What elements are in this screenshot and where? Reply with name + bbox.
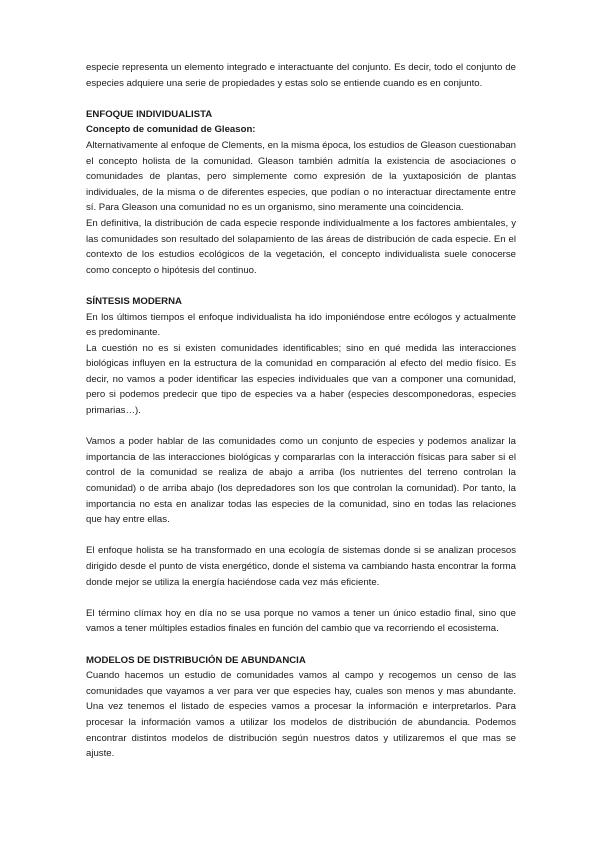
spacer <box>86 528 516 544</box>
paragraph-climax: El término clímax hoy en día no se usa porque no vamos a tener un único estadio final, sino que vamos a tener múltiples estadios finales en función del cambio que va recorriendo el ecosistema. <box>86 607 516 635</box>
spacer <box>86 419 516 435</box>
section-heading-modelos-distribucion: MODELOS DE DISTRIBUCIÓN DE ABUNDANCIA <box>86 654 306 666</box>
document-page <box>86 60 516 762</box>
section-heading-enfoque-individualista: ENFOQUE INDIVIDUALISTA <box>86 108 213 120</box>
paragraph-definitiva: En definitiva, la distribución de cada especie responde individualmente a los factores ambientales, y las comunidades son resultado del solapamiento de las áreas de distribución de cada especie. En el contexto de los estudios ecológicos de la vegetación, el concepto individualista suele conocerse como concepto o hipótesis del continuo. <box>86 217 516 276</box>
section-heading-sintesis-moderna: SÍNTESIS MODERNA <box>86 295 182 307</box>
spacer <box>86 278 516 294</box>
paragraph-cuestion: La cuestión no es si existen comunidades identificables; sino en qué medida las interacciones biológicas influyen en la estructura de la comunidad en comparación al efecto del medio físico. Es decir, no vamos a poder identificar las especies individuales que van a componer una comunidad, pero si podemos predecir que tipo de especies va a haber (especies descomponedoras, especies primarias…). <box>86 342 516 417</box>
spacer <box>86 637 516 653</box>
spacer <box>86 590 516 606</box>
intro-paragraph: especie representa un elemento integrado e interactuante del conjunto. Es decir, todo el conjunto de especies adquiere una serie de propiedades y estas solo se entiende cuando es en conjunto. <box>86 62 516 89</box>
paragraph-ultimos-tiempos: En los últimos tiempos el enfoque individualista ha ido imponiéndose entre ecólogos y actualmente es predominante. <box>86 311 516 339</box>
paragraph-estudio-comunidades: Cuando hacemos un estudio de comunidades vamos al campo y recogemos un censo de las comunidades que vayamos a ver para ver que especies hay, cuales son menos y mas abundante. Una vez tenemos el listado de especies vamos a procesar la información e interpretarlos. Para procesar la información vamos a utilizar los modelos de distribución de abundancia. Podemos encontrar distintos modelos de distribución según nuestros datos y utilizaremos el que mas se ajuste. <box>86 670 516 760</box>
paragraph-comunidades: Vamos a poder hablar de las comunidades como un conjunto de especies y podemos analizar la importancia de las interacciones biológicas y compararlas con la interacción físicas para saber si el control de la comunidad se realiza de abajo a arriba (los nutrientes del terreno controlan la comunidad) o de arriba abajo (los depredadores son los que controlan la comunidad). Por tanto, la importancia no esta en analizar todas las especies de la comunidad, sino en todas las relaciones que hay entre ellas. <box>86 436 516 526</box>
spacer <box>86 91 516 107</box>
paragraph-enfoque-holista: El enfoque holista se ha transformado en una ecología de sistemas donde si se analizan procesos dirigido desde el punto de vista energético, donde el sistema va cambiando hasta encontrar la forma donde mejor se utiliza la energía haciéndose cada vez más eficiente. <box>86 545 516 588</box>
subheading-gleason: Concepto de comunidad de Gleason: <box>86 124 256 136</box>
paragraph-gleason: Alternativamente al enfoque de Clements, en la misma época, los estudios de Gleason cuestionaban el concepto holista de la comunidad. Gleason también admitía la existencia de asociaciones o comunidades de plantas, pero simplemente como expresión de la yuxtaposición de plantas individuales, de la misma o de diferentes especies, que podían o no interactuar directamente entre sí. Para Gleason una comunidad no es un organismo, sino meramente una coincidencia. <box>86 139 516 214</box>
